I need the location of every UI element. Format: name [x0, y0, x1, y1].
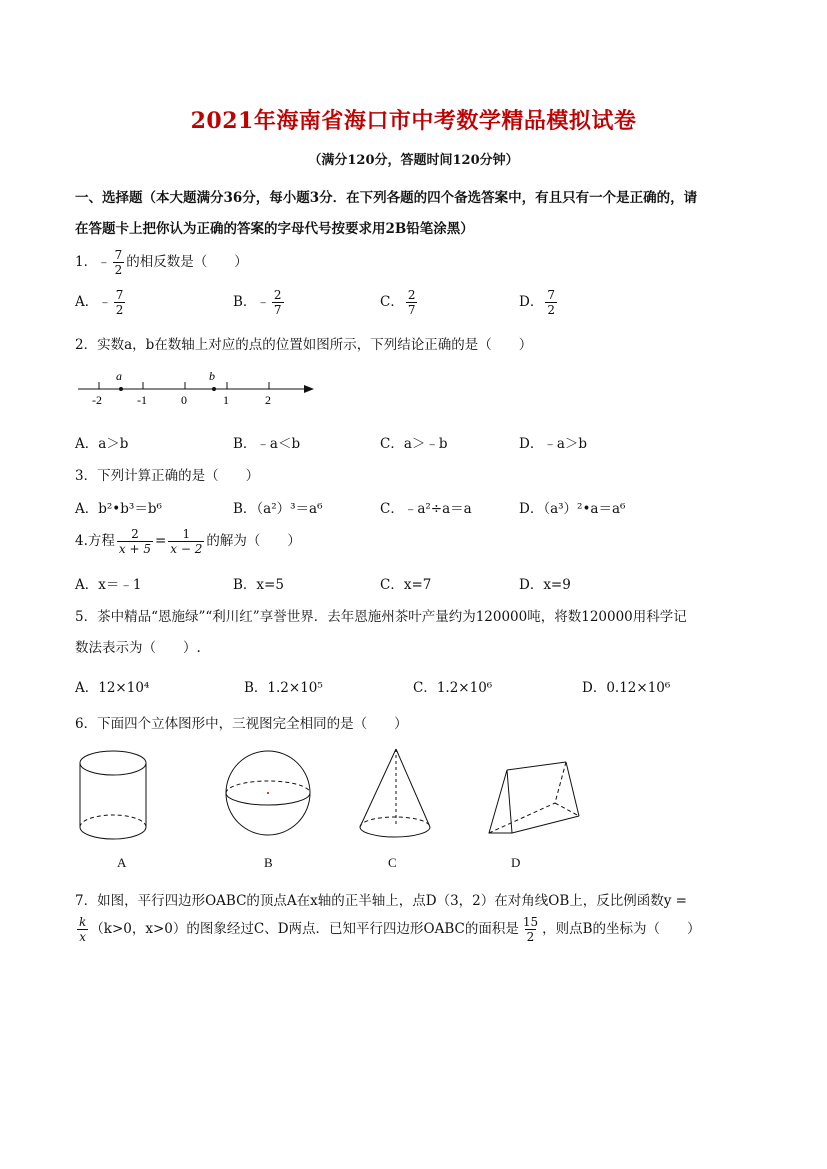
section-heading-line1: 一、选择题（本大题满分36分，每小题3分．在下列各题的四个备选答案中，有且只有一个是正确的，请 [75, 190, 698, 206]
fraction [272, 288, 284, 317]
page-title: 2021年海南省海口市中考数学精品模拟试卷 [190, 108, 637, 134]
option-d: D．﹣a＞b [519, 436, 588, 452]
question-7-line1: 7．如图，平行四边形OABC的顶点A在x轴的正半轴上，点D（3，2）在对角线OB上，反比例函数y = [75, 893, 687, 909]
sphere-figure [222, 745, 317, 845]
fraction-lhs [117, 527, 153, 556]
cylinder-figure [75, 745, 155, 845]
number-line-arrow [304, 385, 314, 393]
option-c: C．x=7 [380, 577, 432, 593]
fraction-numerator: 15 [522, 915, 539, 929]
point-b-label: b [209, 369, 215, 383]
question-text: 的相反数是（ ） [126, 254, 248, 270]
fraction-denominator: 7 [273, 303, 282, 317]
equals-sign: = [154, 533, 167, 549]
section-heading-line2: 在答题卡上把你认为正确的答案的字母代号按要求用2B铅笔涂黑） [75, 221, 474, 237]
option-d [519, 288, 559, 317]
point-a-label: a [116, 369, 122, 383]
option-a: A．a＞b [75, 436, 129, 452]
tick-label: 2 [265, 393, 271, 407]
fraction-numerator: 7 [114, 248, 123, 262]
fraction-numerator: 2 [407, 288, 416, 302]
number-line [74, 365, 319, 410]
figure-caption-c: C [388, 855, 397, 870]
fraction-denominator: x + 5 [118, 542, 151, 556]
fraction-denominator: x [79, 930, 87, 944]
option-d: D．x=9 [519, 577, 571, 593]
question-number: 1． [75, 254, 98, 270]
fraction [406, 288, 418, 317]
option-b: B．x=5 [233, 577, 284, 593]
question-text: （k>0，x>0）的图象经过C、D两点．已知平行四边形OABC的面积是 [90, 921, 519, 937]
fraction-denominator: 7 [407, 303, 416, 317]
question-4 [75, 527, 301, 556]
fraction-k-over-x [77, 915, 88, 944]
point-b-marker [212, 387, 216, 391]
question-prefix: 4.方程 [75, 533, 115, 549]
question-5-line1: 5．茶中精品“恩施绿”“利川红”享誉世界．去年恩施州茶叶产量约为120000吨，将数120000用科学记 [75, 609, 687, 625]
fraction-numerator: 2 [273, 288, 282, 302]
minus-sign: ﹣ [97, 254, 111, 270]
cone-figure [352, 745, 437, 845]
figure-caption-a: A [117, 855, 127, 870]
fraction-denominator: 2 [526, 930, 535, 944]
figure-caption-b: B [264, 855, 273, 870]
fraction-denominator: 2 [547, 303, 555, 317]
minus-sign: ﹣ [98, 294, 112, 310]
option-label: C． [380, 294, 404, 310]
option-c: C．1.2×10⁶ [413, 680, 493, 696]
question-text: ，则点B的坐标为（ ） [542, 921, 701, 937]
fraction-area [521, 915, 540, 944]
fraction-rhs [168, 527, 204, 556]
fraction-denominator: 2 [115, 303, 124, 317]
fraction-denominator: 2 [114, 263, 123, 277]
option-label: D． [519, 294, 544, 310]
tick-label: -1 [137, 393, 147, 407]
question-7-line2 [75, 915, 701, 944]
option-c: C．﹣a²÷a＝a [380, 501, 472, 517]
option-a [75, 288, 127, 317]
fraction-numerator: 7 [115, 288, 124, 302]
option-a: A．b²•b³＝b⁶ [75, 501, 162, 517]
option-c: C．a＞﹣b [380, 436, 448, 452]
question-6: 6．下面四个立体图形中，三视图完全相同的是（ ） [75, 716, 408, 732]
question-5-line2: 数法表示为（ ）. [75, 640, 201, 656]
minus-sign: ﹣ [256, 294, 270, 310]
fraction-numerator: 7 [547, 288, 555, 302]
option-a: A．12×10⁴ [75, 680, 150, 696]
fraction-numerator: 1 [182, 527, 191, 541]
fraction [113, 248, 125, 277]
page-subtitle: （满分120分，答题时间120分钟） [308, 153, 519, 168]
question-suffix: 的解为（ ） [206, 533, 301, 549]
tick-label: 0 [181, 393, 187, 407]
option-label: A． [75, 294, 99, 310]
question-1 [75, 248, 248, 277]
fraction [545, 288, 557, 317]
option-d: D．0.12×10⁶ [582, 680, 671, 696]
option-b: B．﹣a＜b [233, 436, 301, 452]
option-c [380, 288, 419, 317]
fraction-numerator: k [79, 915, 87, 929]
tick-label: 1 [223, 393, 229, 407]
figure-caption-d: D [511, 855, 521, 870]
fraction-numerator: 2 [131, 527, 139, 541]
option-d: D．（a³）²•a＝a⁶ [519, 501, 626, 517]
point-a-marker [119, 387, 123, 391]
prism-figure [480, 758, 590, 843]
option-b [233, 288, 286, 317]
option-b: B．（a²）³＝a⁶ [233, 501, 323, 517]
tick-label: -2 [92, 393, 102, 407]
option-b: B．1.2×10⁵ [244, 680, 323, 696]
option-a: A．x＝﹣1 [75, 577, 142, 593]
option-label: B． [233, 294, 257, 310]
question-2: 2．实数a，b在数轴上对应的点的位置如图所示，下列结论正确的是（ ） [75, 337, 533, 353]
fraction-denominator: x − 2 [170, 542, 203, 556]
question-3: 3．下列计算正确的是（ ） [75, 468, 260, 484]
fraction [114, 288, 126, 317]
